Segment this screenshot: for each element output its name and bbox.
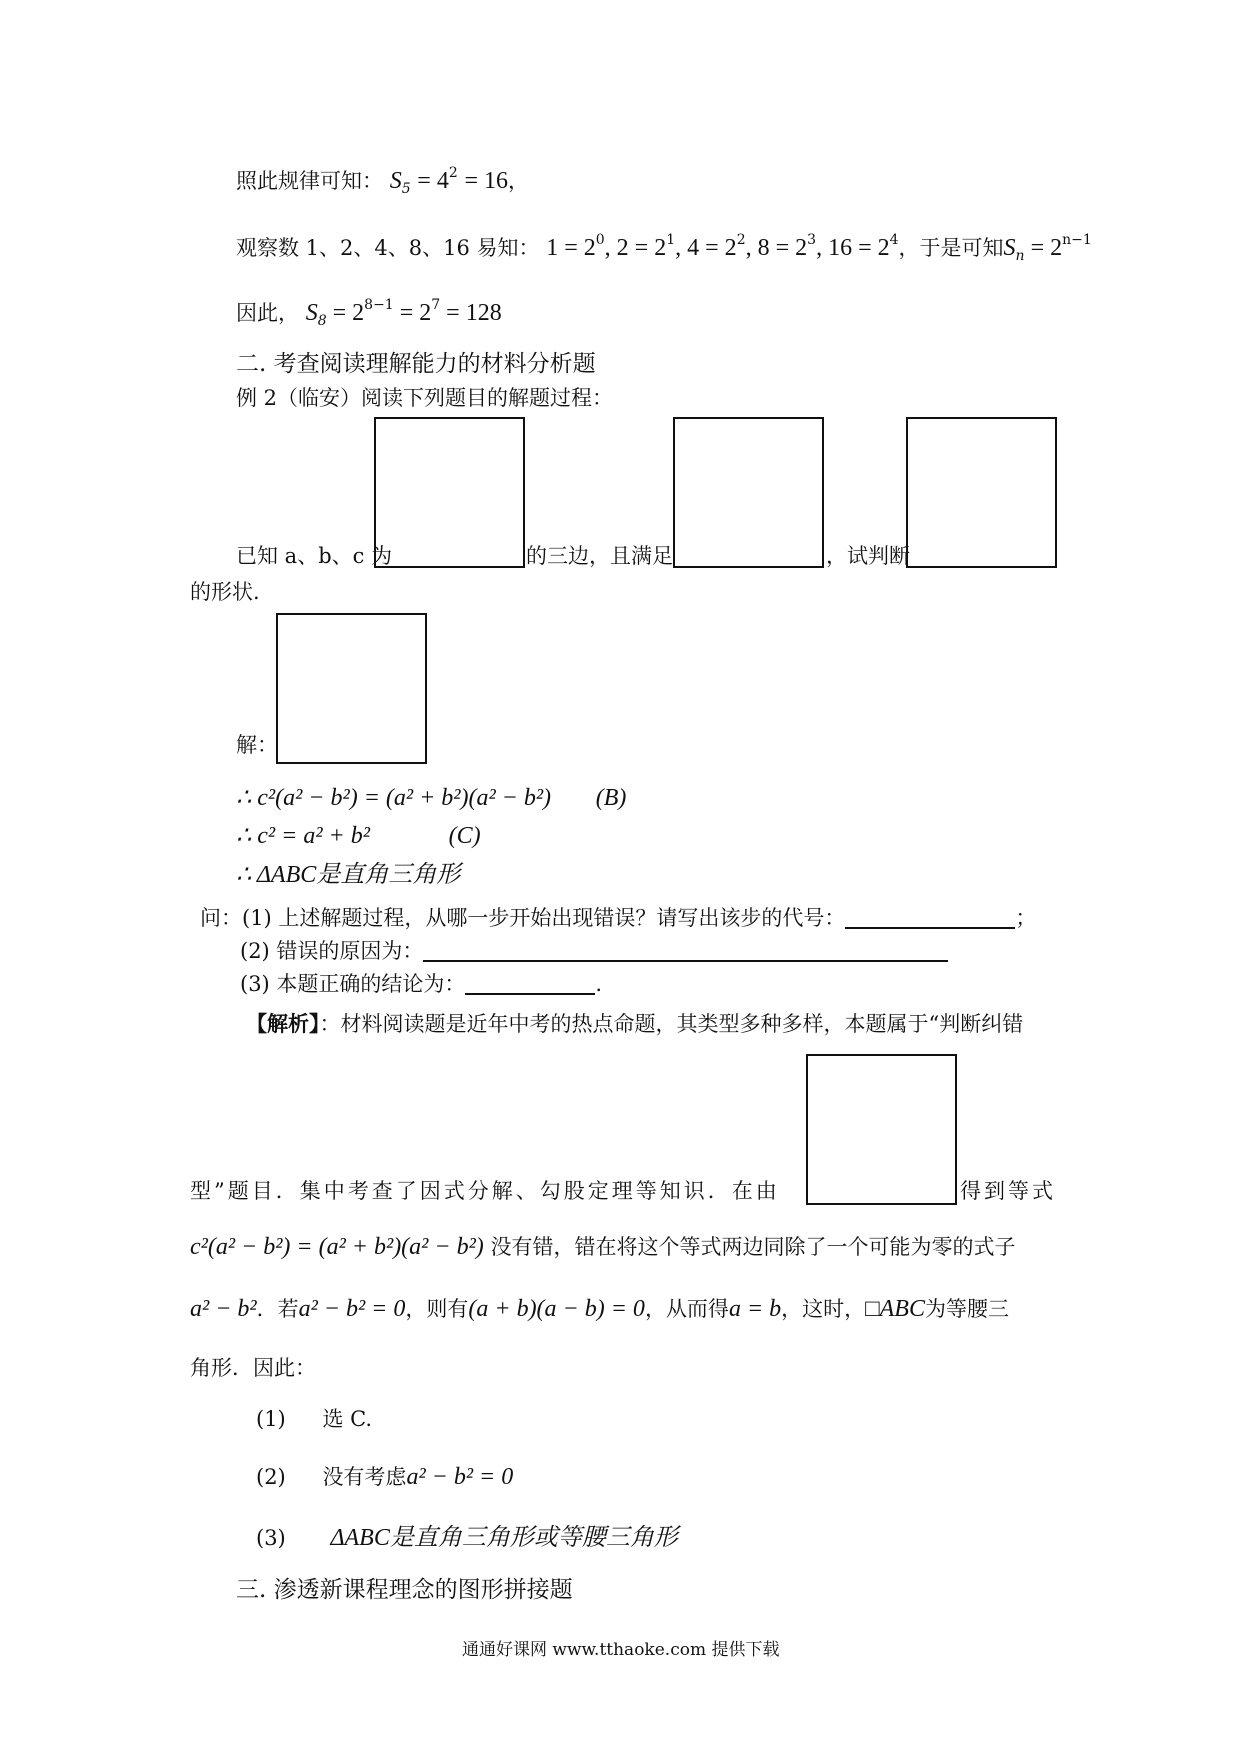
analysis-line-3 [190,1233,1015,1261]
problem-text-2: 的三边，且满足 [526,544,673,568]
answer-1 [256,1405,372,1433]
solution-step-conclusion [236,861,460,889]
formula-a2-b2: a² − b² [190,1296,257,1322]
step-formula: ∴ ΔABC是直角三角形 [236,862,461,888]
analysis-text: ，则有 [405,1297,469,1321]
question-3 [240,970,602,998]
answer-number: (3) [256,1526,286,1550]
math-sup: n−1 [1062,232,1092,248]
math-s: S [389,168,402,194]
formula-zero: a² − b² = 0 [298,1296,406,1322]
math-sup: 1 [666,232,676,248]
math-sup: 2 [448,165,458,181]
analysis-label: 【解析】 [246,1011,320,1036]
math-sup: 2 [736,232,746,248]
math-sn: S [1003,235,1016,261]
math-sup: 4 [889,232,899,248]
problem-text-4: 的形状. [190,580,260,604]
image-placeholder-4 [276,613,427,764]
math-result: = 128 [440,300,502,326]
math-sup: 7 [431,297,441,313]
step-formula: ∴ c² = a² + b² [236,823,370,849]
analysis-text: ，这时， [781,1297,866,1321]
analysis-text: ，从而得 [644,1297,729,1321]
question-2 [240,937,948,965]
answer-number: (2) [256,1465,286,1489]
analysis-line-4 [190,1295,1009,1323]
analysis-line-2-end: 得到等式 [960,1179,1056,1203]
math-sub: 5 [401,181,411,197]
math-eq: = 2 [326,300,365,326]
question-end: ； [1015,906,1037,930]
math-2: , 2 = 2 [604,235,667,261]
question-1 [200,904,1036,932]
answer-2 [256,1463,513,1491]
formula-line-s5 [236,167,529,195]
math-sup: 0 [595,232,605,248]
math-4: , 8 = 2 [745,235,808,261]
math-sup: 3 [807,232,817,248]
formula-factor: (a + b)(a − b) = 0 [468,1296,645,1322]
math-result: = 16 [464,168,508,194]
punct: ， [508,169,529,193]
step-formula: ∴ c²(a² − b²) = (a² + b²)(a² − b²) [236,785,552,811]
step-tag: (B) [595,785,627,811]
analysis-text: ：材料阅读题是近年中考的热点命题，其类型多种多样，本题属于“判断纠错 [319,1012,1024,1036]
answer-formula: a² − b² = 0 [406,1464,514,1490]
page-footer: 通通好课网 www.tthaoke.com 提供下载 [462,1640,780,1660]
example-title: 例 2（临安）阅读下列题目的解题过程： [236,386,614,410]
math-eq2: = 2 [393,300,432,326]
formula-triangle: □ABC [865,1296,925,1322]
line-label: 观察数 1、2、4、8、16 易知： [236,236,540,260]
formula-line-s8 [236,299,502,327]
image-placeholder-3 [906,417,1057,568]
math-sup: 8−1 [364,297,394,313]
analysis-line-2: 型”题目．集中考查了因式分解、勾股定理等知识．在由 [190,1179,780,1203]
problem-text-1: 已知 a、b、c 为 [236,544,393,568]
analysis-text: ．若 [256,1297,299,1321]
answer-number: (1) [256,1407,286,1431]
answer-text: 选 C. [322,1407,373,1431]
question-text: 问：(1) 上述解题过程，从哪一步开始出现错误？请写出该步的代号： [200,906,846,930]
math-eq: = 4 [417,168,449,194]
image-placeholder-1 [374,417,525,568]
answer-blank-2 [423,938,948,962]
image-placeholder-5 [806,1054,957,1205]
math-sub: n [1015,248,1025,264]
formula-line-powers [236,234,1092,262]
solution-step-c [236,822,481,850]
answer-blank-1 [845,905,1015,929]
question-text: (3) 本题正确的结论为： [240,972,466,996]
math-s: S [305,300,318,326]
math-3: , 4 = 2 [675,235,737,261]
question-text: (2) 错误的原因为： [240,939,424,963]
analysis-text: 没有错，错在将这个等式两边同除了一个可能为零的式子 [490,1235,1016,1259]
image-placeholder-2 [673,417,824,568]
analysis-formula: c²(a² − b²) = (a² + b²)(a² − b²) [190,1234,484,1260]
section-heading-3: 三. 渗透新课程理念的图形拼接题 [236,1577,573,1603]
solution-step-b [236,784,626,812]
line-label: 因此， [236,301,299,325]
math-sn-eq: = 2 [1024,235,1063,261]
answer-text: 没有考虑 [322,1465,407,1489]
line-label: 照此规律可知： [236,169,383,193]
math-5: , 16 = 2 [816,235,890,261]
analysis-text: 为等腰三 [924,1297,1009,1321]
problem-text-3: ，试判断 [826,544,910,568]
answer-text: ΔABC是直角三角形或等腰三角形 [330,1525,678,1551]
solution-label: 解： [236,733,278,757]
analysis-line-1 [246,1010,1023,1038]
section-heading-2: 二. 考查阅读理解能力的材料分析题 [236,351,596,377]
answer-3 [256,1524,678,1552]
math-sub: 8 [317,313,327,329]
line-mid: ，于是可知 [898,236,1004,260]
answer-blank-3 [465,971,595,995]
formula-a-eq-b: a = b [728,1296,782,1322]
math-1: 1 = 2 [546,235,596,261]
question-end: . [595,972,603,996]
step-tag: (C) [448,823,481,849]
analysis-line-5: 角形．因此： [190,1356,316,1380]
